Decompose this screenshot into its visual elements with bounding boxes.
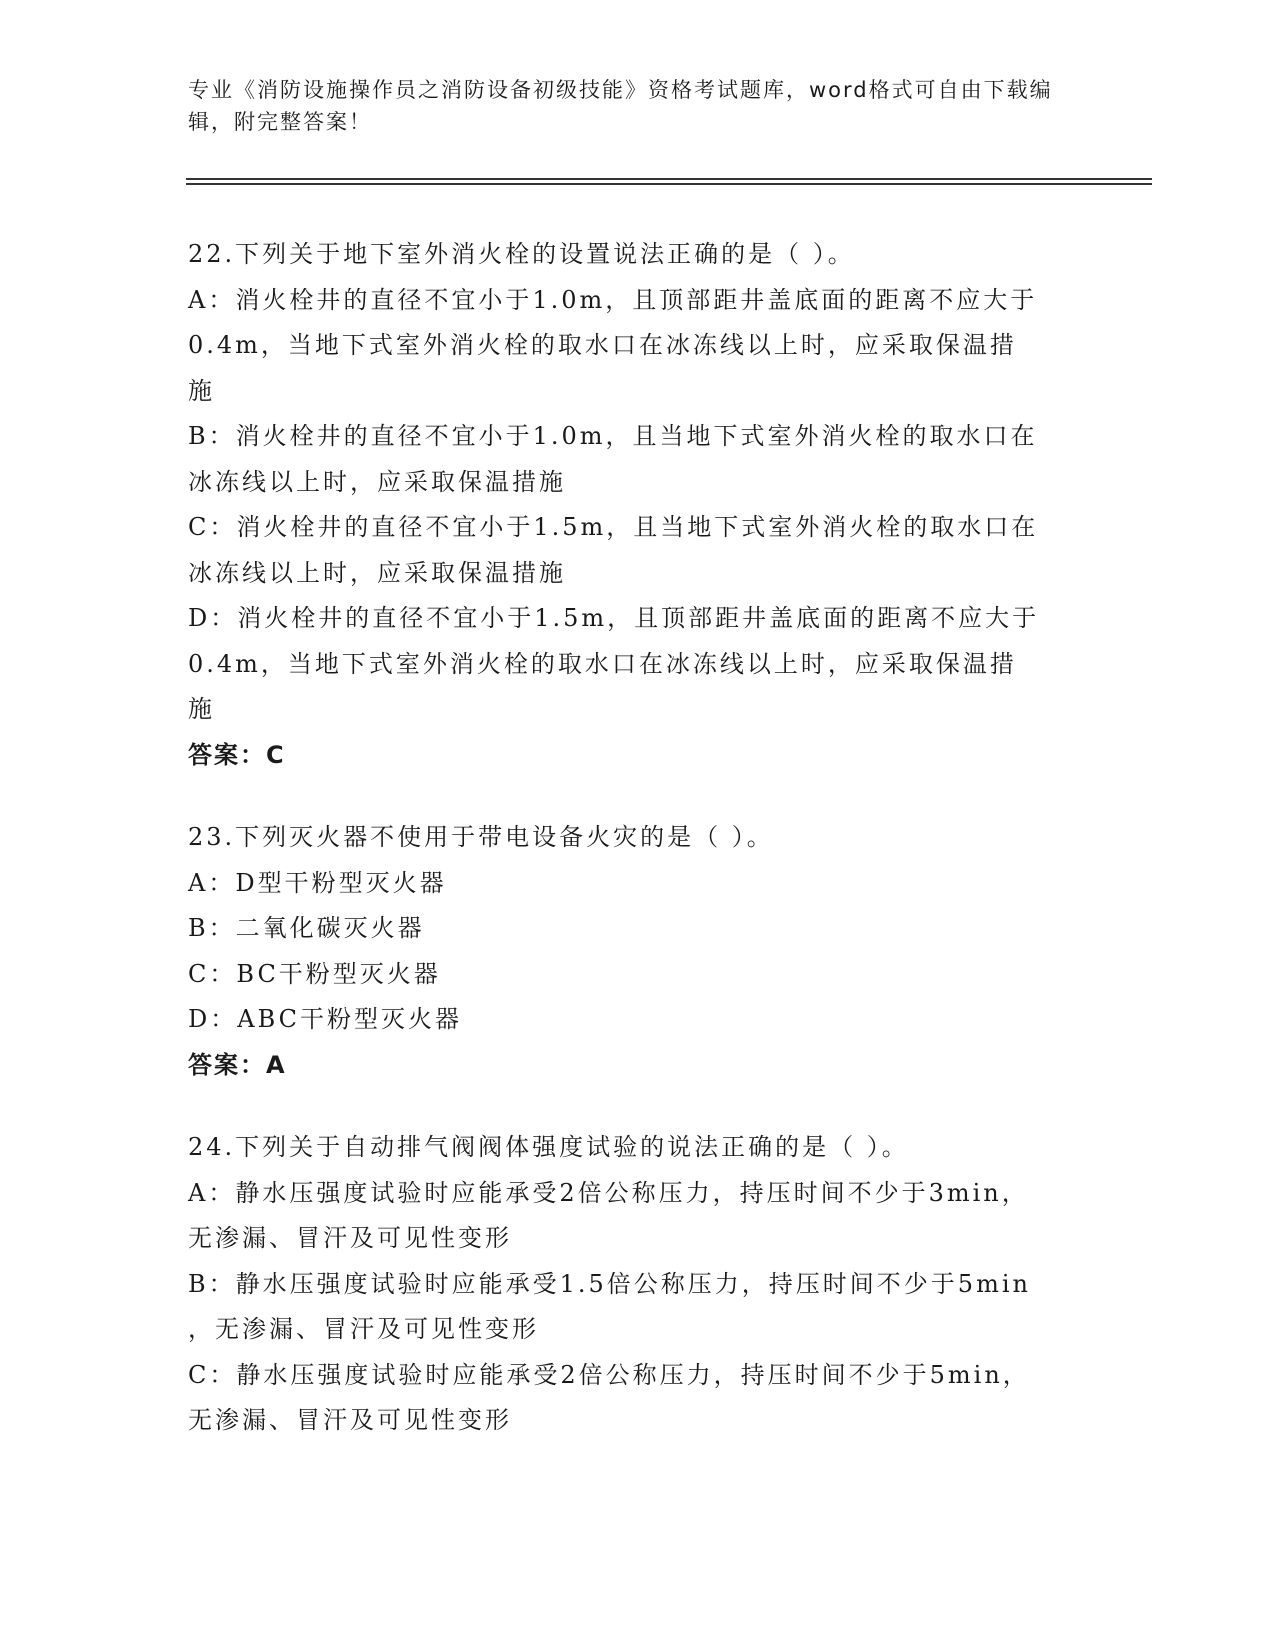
option-line: A：D型干粉型灭火器 — [188, 868, 447, 897]
option-line: ，无渗漏、冒汗及可见性变形 — [188, 1315, 539, 1343]
option-line: D：ABC干粉型灭火器 — [188, 1005, 463, 1033]
option-line: 施 — [188, 695, 215, 723]
question-stem: 24.下列关于自动排气阀阀体强度试验的说法正确的是（ ）。 — [188, 1133, 909, 1161]
option-line: 施 — [188, 376, 215, 405]
question-spacer — [188, 1088, 1088, 1125]
question-24 — [188, 1125, 1088, 1444]
header-rule-bottom — [186, 183, 1152, 185]
option-line: C：静水压强度试验时应能承受2倍公称压力，持压时间不少于5min， — [188, 1360, 1030, 1389]
option-line: B：二氧化碳灭火器 — [188, 914, 425, 942]
option-d — [188, 596, 1088, 733]
option-line: A：消火栓井的直径不宜小于1.0m，且顶部距井盖底面的距离不应大于 — [188, 285, 1038, 314]
option-line: C：BC干粉型灭火器 — [188, 959, 441, 988]
question-23 — [188, 815, 1088, 1088]
option-line: 无渗漏、冒汗及可见性变形 — [188, 1406, 512, 1434]
answer-label: 答案：C — [188, 740, 286, 769]
option-line: B：消火栓井的直径不宜小于1.0m，且当地下式室外消火栓的取水口在 — [188, 422, 1038, 450]
option-a — [188, 278, 1088, 415]
option-b — [188, 906, 1088, 952]
option-line: A：静水压强度试验时应能承受2倍公称压力，持压时间不少于3min， — [188, 1178, 1029, 1207]
option-line: D：消火栓井的直径不宜小于1.5m，且顶部距井盖底面的距离不应大于 — [188, 604, 1040, 632]
option-c — [188, 952, 1088, 998]
question-list — [188, 232, 1088, 1444]
option-line: B：静水压强度试验时应能承受1.5倍公称压力，持压时间不少于5min — [188, 1269, 1031, 1298]
option-b — [188, 1262, 1088, 1353]
option-a — [188, 861, 1088, 907]
option-c — [188, 1353, 1088, 1444]
header-rule-top — [186, 178, 1152, 180]
option-line: C：消火栓井的直径不宜小于1.5m，且当地下式室外消火栓的取水口在 — [188, 513, 1039, 541]
option-line: 冰冻线以上时，应采取保温措施 — [188, 467, 566, 496]
question-22 — [188, 232, 1088, 778]
option-b — [188, 414, 1088, 505]
option-line: 冰冻线以上时，应采取保温措施 — [188, 558, 566, 587]
document-header — [188, 74, 1088, 138]
option-c — [188, 505, 1088, 596]
option-line: 无渗漏、冒汗及可见性变形 — [188, 1224, 512, 1252]
option-line: 0.4m，当地下式室外消火栓的取水口在冰冻线以上时，应采取保温措 — [188, 649, 1017, 678]
question-spacer — [188, 778, 1088, 815]
option-a — [188, 1171, 1088, 1262]
option-d — [188, 997, 1088, 1043]
header-text: 专业《消防设施操作员之消防设备初级技能》资格考试题库，word格式可自由下载编辑，附完整答案！ — [188, 78, 1053, 134]
option-line: 0.4m，当地下式室外消火栓的取水口在冰冻线以上时，应采取保温措 — [188, 331, 1017, 359]
question-stem: 23.下列灭火器不使用于带电设备火灾的是（ ）。 — [188, 823, 774, 851]
question-stem: 22.下列关于地下室外消火栓的设置说法正确的是（ ）。 — [188, 240, 855, 268]
answer-label: 答案：A — [188, 1050, 287, 1079]
